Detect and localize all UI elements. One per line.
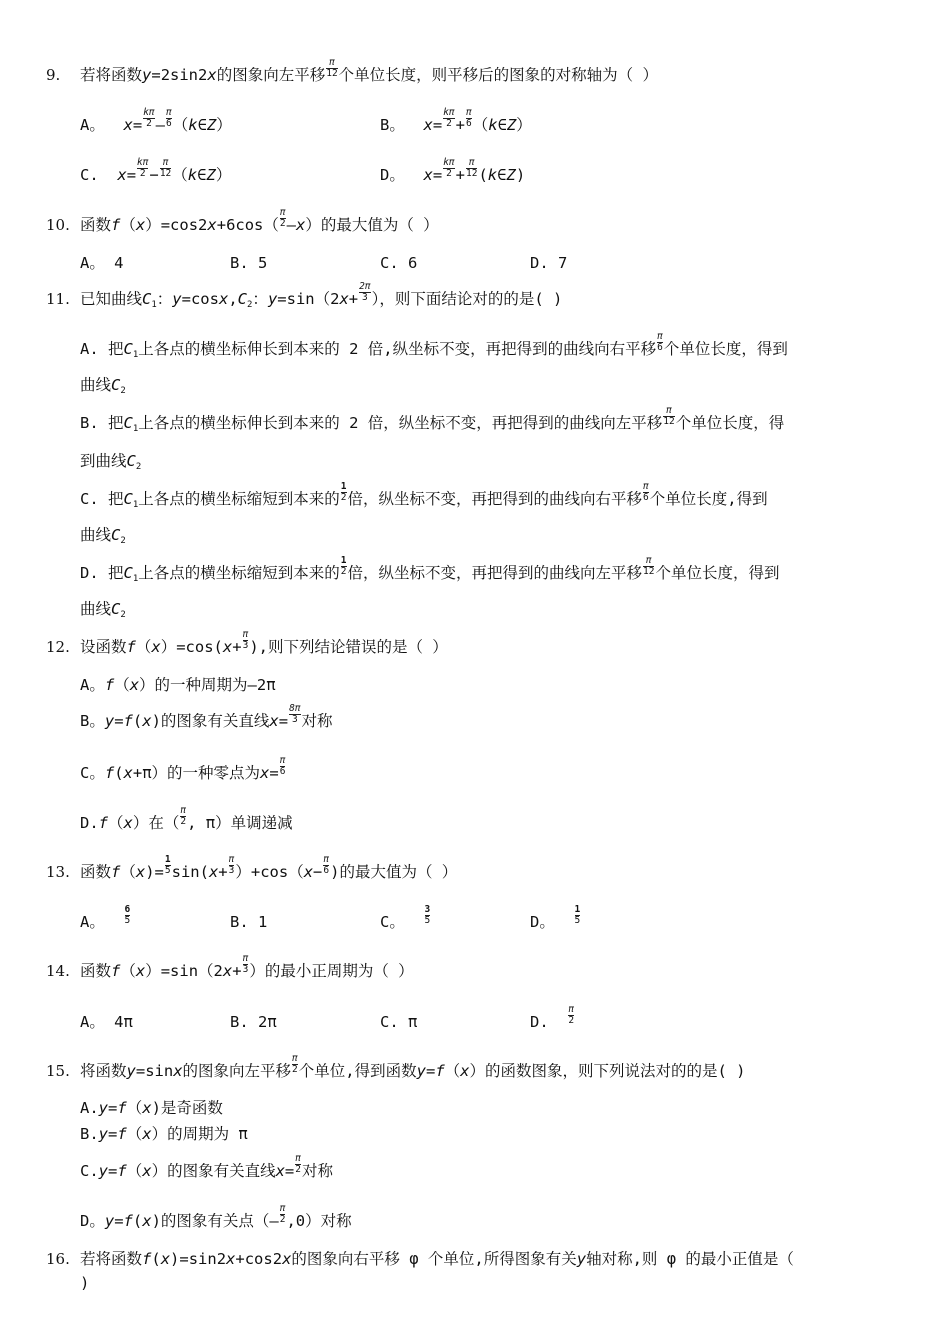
option-a[interactable]: A. 把C1上各点的横坐标伸长到本来的 2 倍,纵坐标不变，再把得到的曲线向右平移 $\frac{\pi}{6}$ 个单位长度，得到 xyxy=(80,331,788,360)
option-d[interactable]: D. 7 xyxy=(530,254,568,272)
question-stem: 若将函数y=2sin2x的图象向左平移 $\frac{\pi}{12}$ 个单位长度，则平移后的图象的对称轴为（ ） xyxy=(80,57,659,84)
option-c[interactable]: C。 $\frac{3}{5}$ xyxy=(380,904,431,931)
option-d[interactable]: D.f（x）在（ $\frac{\pi}{2}$ , π）单调递减 xyxy=(80,805,293,832)
option-a-continuation: 曲线C2 xyxy=(80,376,126,396)
question-number: 15. xyxy=(46,1062,70,1080)
question-stem-continuation: ) xyxy=(80,1274,90,1292)
option-a[interactable]: A.y=f（x)是奇函数 xyxy=(80,1099,223,1117)
option-b[interactable]: B。y=f(x)的图象有关直线x= $\frac{8\pi}{3}$ 对称 xyxy=(80,703,333,730)
question-number: 14. xyxy=(46,962,70,980)
option-d-continuation: 曲线C2 xyxy=(80,600,126,620)
option-d[interactable]: D。 x= $\frac{k\pi}{2}$ + $\frac{\pi}{12}$ (k∈Z) xyxy=(380,157,526,184)
option-b[interactable]: B. 5 xyxy=(230,254,268,272)
option-c[interactable]: C。f(x+π）的一种零点为x= $\frac{\pi}{6}$ xyxy=(80,755,286,782)
question-number: 10. xyxy=(46,216,70,234)
option-c-continuation: 曲线C2 xyxy=(80,526,126,546)
question-number: 9. xyxy=(46,66,61,84)
question-stem: 将函数y=sinx的图象向左平移 $\frac{\pi}{2}$ 个单位,得到函数y=f（x）的函数图象，则下列说法对的的是( ) xyxy=(80,1053,746,1080)
option-d[interactable]: D. 把C1上各点的横坐标缩短到本来的 $\frac{1}{2}$ 倍，纵坐标不变，再把得到的曲线向左平移 $\frac{\pi}{12}$ 个单位长度，得到 xyxy=(80,555,780,584)
option-d[interactable]: D。 $\frac{1}{5}$ xyxy=(530,904,581,931)
question-number: 13. xyxy=(46,863,70,881)
question-stem: 已知曲线C1：y=cosx,C2：y=sin（2x+ $\frac{2\pi}{3}$ ），则下面结论对的的是( ) xyxy=(80,281,563,310)
question-stem: 函数f（x）=cos2x+6cos（ $\frac{\pi}{2}$ —x）的最大值为（ ） xyxy=(80,207,439,234)
question-stem: 函数f（x)= $\frac{1}{5}$ sin(x+ $\frac{\pi}{3}$ ）+cos（x− $\frac{\pi}{6}$ )的最大值为（ ） xyxy=(80,854,458,881)
option-a[interactable]: A。 $\frac{6}{5}$ xyxy=(80,904,131,931)
question-number: 11. xyxy=(46,290,70,308)
option-c[interactable]: C. 6 xyxy=(380,254,418,272)
question-stem: 若将函数f(x)=sin2x+cos2x的图象向右平移 φ 个单位,所得图象有关y轴对称,则 φ 的最小正值是（ xyxy=(80,1250,794,1268)
option-d[interactable]: D。y=f(x)的图象有关点（— $\frac{\pi}{2}$ ,0）对称 xyxy=(80,1203,352,1230)
option-a[interactable]: A。 x= $\frac{k\pi}{2}$ — $\frac{\pi}{6}$ （k∈Z） xyxy=(80,107,232,134)
question-stem: 函数f（x）=sin（2x+ $\frac{\pi}{3}$ ）的最小正周期为（ ） xyxy=(80,953,414,980)
question-number: 16. xyxy=(46,1250,70,1268)
option-b-continuation: 到曲线C2 xyxy=(80,452,142,472)
option-c[interactable]: C. 把C1上各点的横坐标缩短到本来的 $\frac{1}{2}$ 倍，纵坐标不变，再把得到的曲线向右平移 $\frac{\pi}{6}$ 个单位长度,得到 xyxy=(80,481,768,510)
option-b[interactable]: B.y=f（x）的周期为 π xyxy=(80,1125,248,1143)
option-a[interactable]: A。 4π xyxy=(80,1013,133,1031)
option-b[interactable]: B. 把C1上各点的横坐标伸长到本来的 2 倍，纵坐标不变，再把得到的曲线向左平移 $\frac{\pi}{12}$ 个单位长度，得 xyxy=(80,405,785,434)
option-c[interactable]: C. π xyxy=(380,1013,418,1031)
question-stem: 设函数f（x）=cos(x+ $\frac{\pi}{3}$ ),则下列结论错误的是（ ） xyxy=(80,629,448,656)
option-c[interactable]: C.y=f（x）的图象有关直线x= $\frac{\pi}{2}$ 对称 xyxy=(80,1153,334,1180)
option-b[interactable]: B。 x= $\frac{k\pi}{2}$ + $\frac{\pi}{6}$ （k∈Z） xyxy=(380,107,532,134)
question-number: 12. xyxy=(46,638,70,656)
option-a[interactable]: A。f（x）的一种周期为—2π xyxy=(80,676,276,694)
option-c[interactable]: C. x= $\frac{k\pi}{2}$ − $\frac{\pi}{12}$ （k∈Z） xyxy=(80,157,232,184)
fraction: $\frac{\pi}{12}$ xyxy=(326,57,338,79)
option-a[interactable]: A。 4 xyxy=(80,254,124,272)
option-b[interactable]: B. 1 xyxy=(230,913,268,931)
option-b[interactable]: B. 2π xyxy=(230,1013,277,1031)
option-d[interactable]: D. $\frac{\pi}{2}$ xyxy=(530,1004,575,1031)
